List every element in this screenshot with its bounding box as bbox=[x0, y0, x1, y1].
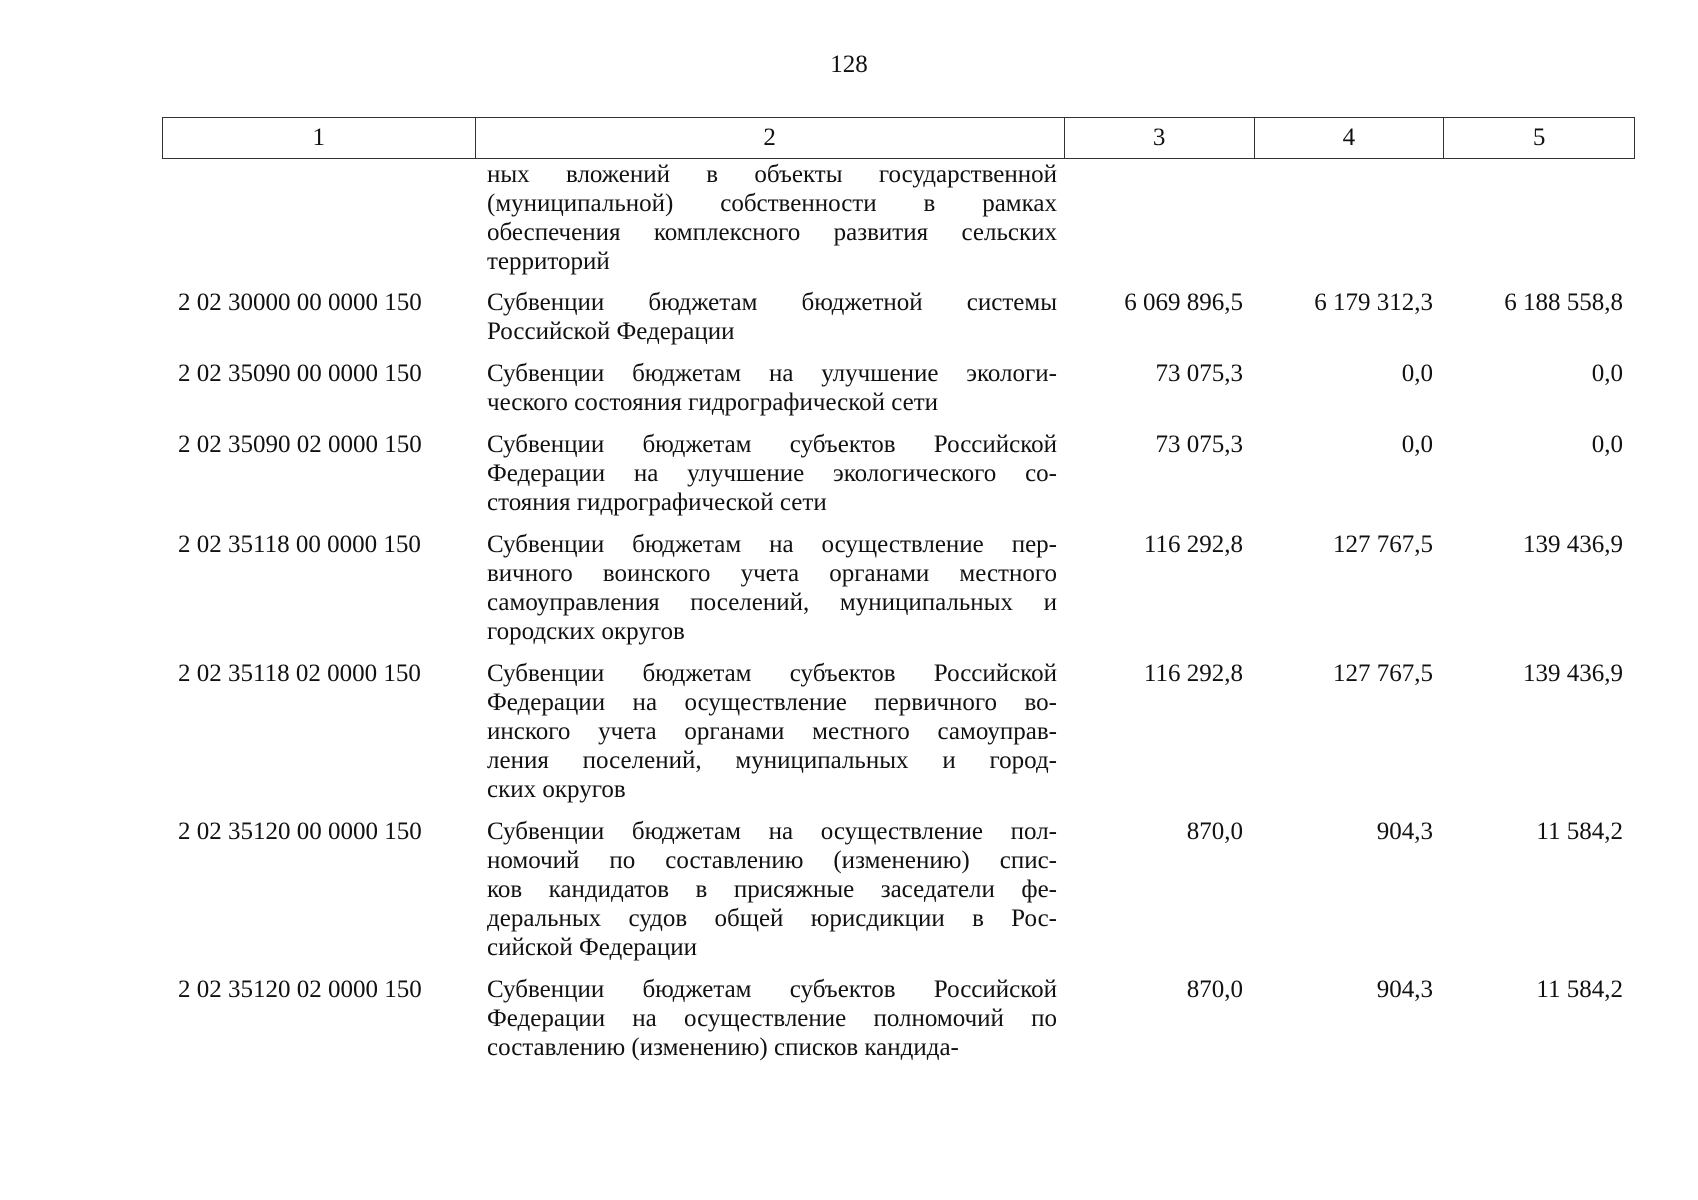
row-name-line: составлению (изменению) списков кандида- bbox=[487, 1034, 959, 1061]
table-row bbox=[162, 817, 1635, 962]
row-name-line: деральных судов общей юрисдикции в Рос- bbox=[487, 905, 1057, 932]
row-value-col-3: 116 292,8 bbox=[1143, 531, 1243, 558]
row-name-line: Российской Федерации bbox=[487, 318, 735, 345]
row-code: 2 02 35120 02 0000 150 bbox=[178, 976, 422, 1003]
header-col-3: 3 bbox=[1065, 118, 1255, 158]
header-col-2: 2 bbox=[476, 118, 1065, 158]
row-value-col-4: 0,0 bbox=[1401, 431, 1433, 458]
row-name-line: Федерации на осуществление первичного во- bbox=[487, 689, 1057, 716]
row-name-line: Субвенции бюджетам на осуществление пер- bbox=[487, 531, 1057, 558]
row-name bbox=[475, 430, 1065, 517]
row-value-col-4: 904,3 bbox=[1376, 818, 1433, 845]
row-name-line: Субвенции бюджетам субъектов Российской bbox=[487, 660, 1057, 687]
row-value-col-4 bbox=[1255, 160, 1445, 276]
row-value-col-5: 11 584,2 bbox=[1536, 976, 1623, 1003]
table-row bbox=[162, 288, 1635, 346]
row-name-line: (муниципальной) собственности в рамках bbox=[487, 190, 1057, 217]
header-col-1: 1 bbox=[163, 118, 476, 158]
row-name-line: Субвенции бюджетам субъектов Российской bbox=[487, 976, 1057, 1003]
row-name-line: стояния гидрографической сети bbox=[487, 489, 827, 516]
row-code: 2 02 35090 02 0000 150 bbox=[178, 431, 422, 458]
table-header bbox=[162, 117, 1635, 159]
row-name bbox=[475, 530, 1065, 646]
row-value-col-5 bbox=[1445, 160, 1635, 276]
row-name-line: ских округов bbox=[487, 776, 626, 803]
row-name bbox=[475, 817, 1065, 962]
row-value-col-3: 6 069 896,5 bbox=[1124, 289, 1243, 316]
row-name-line: самоуправления поселений, муниципальных и bbox=[487, 589, 1057, 616]
row-name bbox=[475, 359, 1065, 417]
row-name-line: Субвенции бюджетам субъектов Российской bbox=[487, 431, 1057, 458]
row-code: 2 02 35090 00 0000 150 bbox=[178, 360, 422, 387]
row-name-line: Субвенции бюджетам на улучшение экологи- bbox=[487, 360, 1057, 387]
row-value-col-4: 904,3 bbox=[1376, 976, 1433, 1003]
row-code: 2 02 35120 00 0000 150 bbox=[178, 818, 422, 845]
row-value-col-5: 11 584,2 bbox=[1536, 818, 1623, 845]
header-col-5: 5 bbox=[1532, 124, 1546, 151]
row-value-col-3 bbox=[1065, 160, 1255, 276]
table-row bbox=[162, 160, 1635, 276]
row-value-col-5: 139 436,9 bbox=[1523, 660, 1623, 687]
table-row bbox=[162, 530, 1635, 646]
row-name bbox=[475, 288, 1065, 346]
row-value-col-5: 0,0 bbox=[1591, 431, 1623, 458]
row-name-line: обеспечения комплексного развития сельских bbox=[487, 219, 1057, 246]
table-row bbox=[162, 430, 1635, 517]
row-name bbox=[475, 160, 1065, 276]
row-value-col-4: 6 179 312,3 bbox=[1314, 289, 1433, 316]
row-value-col-4: 0,0 bbox=[1401, 360, 1433, 387]
row-code bbox=[162, 160, 475, 276]
row-value-col-5: 6 188 558,8 bbox=[1504, 289, 1623, 316]
table-body bbox=[162, 160, 1635, 1075]
row-name-line: Субвенции бюджетам бюджетной системы bbox=[487, 289, 1057, 316]
row-name bbox=[475, 659, 1065, 804]
row-name-line: номочий по составлению (изменению) спис- bbox=[487, 847, 1057, 874]
row-name-line: ных вложений в объекты государственной bbox=[487, 161, 1057, 188]
row-name-line: городских округов bbox=[487, 618, 685, 645]
row-name-line: сийской Федерации bbox=[487, 934, 698, 961]
row-value-col-4: 127 767,5 bbox=[1333, 660, 1433, 687]
row-name-line: Федерации на улучшение экологического со- bbox=[487, 460, 1057, 487]
row-value-col-3: 73 075,3 bbox=[1155, 431, 1243, 458]
page-number: 128 bbox=[830, 51, 868, 78]
row-name bbox=[475, 975, 1065, 1062]
row-value-col-3: 870,0 bbox=[1186, 976, 1243, 1003]
row-name-line: вичного воинского учета органами местного bbox=[487, 560, 1057, 587]
row-value-col-5: 139 436,9 bbox=[1523, 531, 1623, 558]
row-value-col-3: 870,0 bbox=[1186, 818, 1243, 845]
row-code: 2 02 30000 00 0000 150 bbox=[178, 289, 422, 316]
row-value-col-3: 73 075,3 bbox=[1155, 360, 1243, 387]
header-col-4: 4 bbox=[1255, 118, 1445, 158]
row-name-line: инского учета органами местного самоуправ- bbox=[487, 718, 1057, 745]
row-value-col-3: 116 292,8 bbox=[1143, 660, 1243, 687]
row-code: 2 02 35118 02 0000 150 bbox=[178, 660, 421, 687]
row-name-line: ческого состояния гидрографической сети bbox=[487, 389, 939, 416]
table-row bbox=[162, 975, 1635, 1062]
row-value-col-5: 0,0 bbox=[1591, 360, 1623, 387]
row-name-line: Федерации на осуществление полномочий по bbox=[487, 1005, 1057, 1032]
row-name-line: Субвенции бюджетам на осуществление пол- bbox=[487, 818, 1057, 845]
row-code: 2 02 35118 00 0000 150 bbox=[178, 531, 421, 558]
table-row bbox=[162, 359, 1635, 417]
row-name-line: территорий bbox=[487, 248, 610, 275]
row-name-line: ков кандидатов в присяжные заседатели фе- bbox=[487, 876, 1057, 903]
row-name-line: ления поселений, муниципальных и город- bbox=[487, 747, 1057, 774]
table-row bbox=[162, 659, 1635, 804]
row-value-col-4: 127 767,5 bbox=[1333, 531, 1433, 558]
